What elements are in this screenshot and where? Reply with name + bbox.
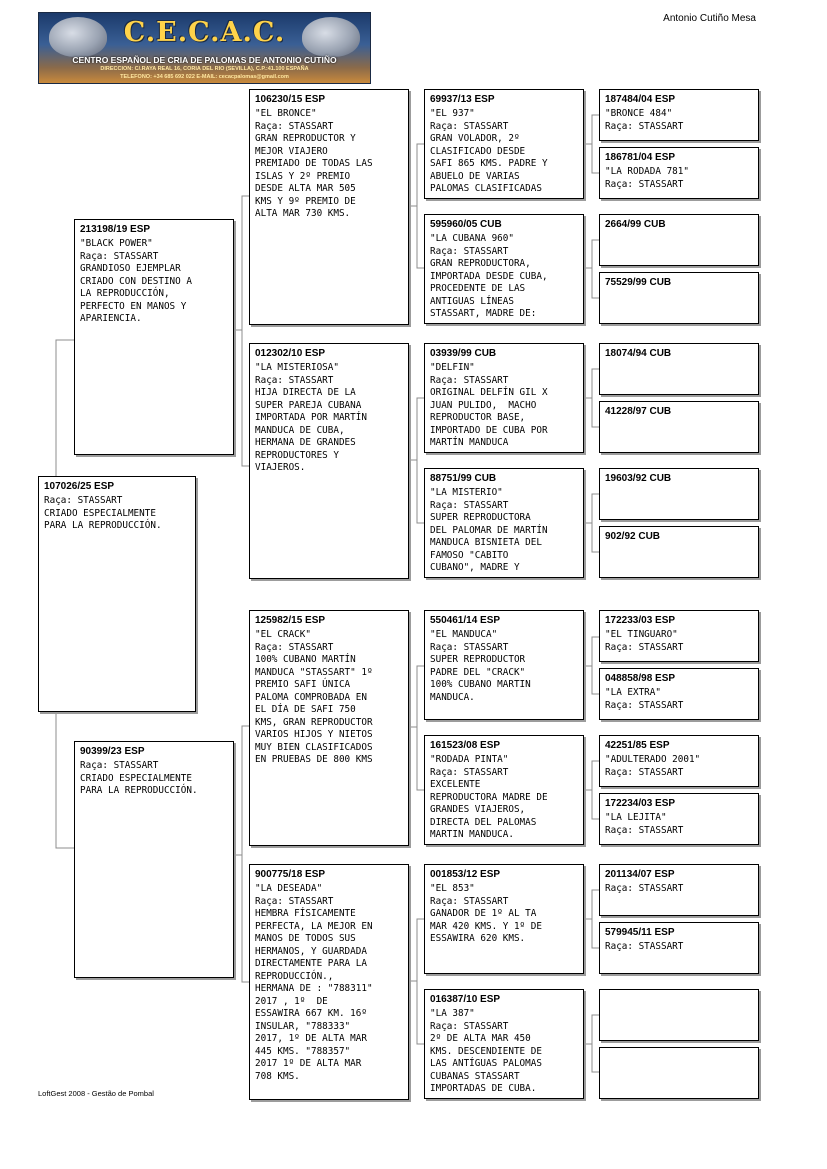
ring-number: 016387/10 ESP xyxy=(430,994,501,1005)
pedigree-gen4-card[interactable] xyxy=(424,610,584,720)
pedigree-gen4-card[interactable] xyxy=(424,989,584,1099)
pigeon-description: "EL 937" Raça: STASSART GRAN VOLADOR, 2º CLASIFICADO DESDE SAFI 865 KMS. PADRE Y ABUELO DE VARIAS PALOMAS CLASIFICADAS xyxy=(430,108,548,194)
pedigree-gen5-card[interactable] xyxy=(599,468,759,520)
pedigree-gen4-card[interactable] xyxy=(424,735,584,845)
ring-number: 161523/08 ESP xyxy=(430,740,501,751)
pigeon-description: Raça: STASSART xyxy=(605,883,684,894)
pigeon-description: Raça: STASSART xyxy=(605,941,684,952)
pedigree-gen4-card[interactable] xyxy=(424,214,584,324)
logo-line-1: CENTRO ESPAÑOL DE CRIA DE PALOMAS DE ANTONIO CUTIÑO xyxy=(72,55,337,65)
pedigree-gen5-card-empty[interactable] xyxy=(599,989,759,1041)
ring-number: 187484/04 ESP xyxy=(605,94,676,105)
pedigree-gen5-card[interactable] xyxy=(599,89,759,141)
logo-brand: C.E.C.A.C. xyxy=(123,17,286,48)
ring-number: 03939/99 CUB xyxy=(430,348,497,359)
pedigree-gen5-card[interactable] xyxy=(599,864,759,916)
pedigree-gen5-card-empty[interactable] xyxy=(599,1047,759,1099)
pedigree-gen5-card[interactable] xyxy=(599,272,759,324)
software-footer: LoftGest 2008 - Gestão de Pombal xyxy=(38,1089,154,1098)
ring-number: 172234/03 ESP xyxy=(605,798,676,809)
pedigree-gen5-card[interactable] xyxy=(599,610,759,662)
ring-number: 902/92 CUB xyxy=(605,531,661,542)
pedigree-gen5-card[interactable] xyxy=(599,343,759,395)
pedigree-sire[interactable] xyxy=(74,219,234,455)
ring-number: 42251/85 ESP xyxy=(605,740,670,751)
pigeon-description: "EL MANDUCA" Raça: STASSART SUPER REPRODUCTOR PADRE DEL "CRACK" 100% CUBANO MARTIN MANDUCA. xyxy=(430,629,531,703)
ring-number: 41228/97 CUB xyxy=(605,406,672,417)
pigeon-description: Raça: STASSART CRIADO ESPECIALMENTE PARA LA REPRODUCCIÓN. xyxy=(80,760,198,796)
pigeon-description: "EL TINGUARO" Raça: STASSART xyxy=(605,629,684,653)
pedigree-gen5-card[interactable] xyxy=(599,793,759,845)
pigeon-description: "LA MISTERIOSA" Raça: STASSART HIJA DIRECTA DE LA SUPER PAREJA CUBANA IMPORTADA POR MARTÍN MANDUCA DE CUBA, HERMANA DE GRANDES REPRODUCTORES Y VIAJEROS. xyxy=(255,362,367,473)
ring-number: 125982/15 ESP xyxy=(255,615,326,626)
ring-number: 186781/04 ESP xyxy=(605,152,676,163)
pigeon-description: "LA LEJITA" Raça: STASSART xyxy=(605,812,684,836)
pedigree-gen3-card[interactable] xyxy=(249,864,409,1100)
ring-number: 75529/99 CUB xyxy=(605,277,672,288)
ring-number: 19603/92 CUB xyxy=(605,473,672,484)
pigeon-description: "EL BRONCE" Raça: STASSART GRAN REPRODUCTOR Y MEJOR VIAJERO PREMIADO DE TODAS LAS ISLAS Y 2º PREMIO DESDE ALTA MAR 505 KMS Y 9º PREMIO DE ALTA MAR 730 KMS. xyxy=(255,108,373,219)
ring-number: 579945/11 ESP xyxy=(605,927,675,938)
pigeon-description: "RODADA PINTA" Raça: STASSART EXCELENTE REPRODUCTORA MADRE DE GRANDES VIAJEROS, DIRECTA DEL PALOMAS MARTIN MANDUCA. xyxy=(430,754,548,840)
ring-number: 900775/18 ESP xyxy=(255,869,326,880)
pigeon-description: "BRONCE 484" Raça: STASSART xyxy=(605,108,684,132)
pigeon-description: "LA EXTRA" Raça: STASSART xyxy=(605,687,684,711)
pigeon-description: "LA 387" Raça: STASSART 2º DE ALTA MAR 450 KMS. DESCENDIENTE DE LAS ANTÍGUAS PALOMAS CUBANAS STASSART IMPORTADAS DE CUBA. xyxy=(430,1008,542,1094)
ring-number: 201134/07 ESP xyxy=(605,869,675,880)
ring-number: 2664/99 CUB xyxy=(605,219,666,230)
pedigree-gen4-card[interactable] xyxy=(424,343,584,453)
pedigree-gen3-card[interactable] xyxy=(249,89,409,325)
pedigree-gen3-card[interactable] xyxy=(249,343,409,579)
pedigree-gen5-card[interactable] xyxy=(599,401,759,453)
ring-number: 001853/12 ESP xyxy=(430,869,501,880)
pedigree-gen5-card[interactable] xyxy=(599,147,759,199)
ring-number: 213198/19 ESP xyxy=(80,224,151,235)
ring-number: 88751/99 CUB xyxy=(430,473,497,484)
ring-number: 106230/15 ESP xyxy=(255,94,326,105)
pigeon-description: "LA MISTERIO" Raça: STASSART SUPER REPRODUCTORA DEL PALOMAR DE MARTÍN MANDUCA BISNIETA DEL FAMOSO "CABITO CUBANO", MADRE Y xyxy=(430,487,548,573)
ring-number: 595960/05 CUB xyxy=(430,219,502,230)
pedigree-gen5-card[interactable] xyxy=(599,214,759,266)
pedigree-subject[interactable] xyxy=(38,476,196,712)
ring-number: 172233/03 ESP xyxy=(605,615,676,626)
pigeon-description: "LA CUBANA 960" Raça: STASSART GRAN REPRODUCTORA, IMPORTADA DESDE CUBA, PROCEDENTE DE LAS ANTIGUAS LÍNEAS STASSART, MADRE DE: xyxy=(430,233,548,319)
ring-number: 012302/10 ESP xyxy=(255,348,326,359)
pedigree-gen5-card[interactable] xyxy=(599,922,759,974)
ring-number: 550461/14 ESP xyxy=(430,615,501,626)
pigeon-description: "LA DESEADA" Raça: STASSART HEMBRA FÍSICAMENTE PERFECTA, LA MEJOR EN MANOS DE TODOS SUS HERMANOS, Y GUARDADA DIRECTAMENTE PARA LA REPRODUCCIÓN., HERMANA DE : "788311" 2017 , 1º DE ESSAWIRA 667 KM. 16º INSULAR, "788333" 2017, 1º DE ALTA MAR 445 KMS. "788357" 2017 1º DE ALTA MAR 708 KMS. xyxy=(255,883,373,1082)
ring-number: 107026/25 ESP xyxy=(44,481,115,492)
pigeon-description: "EL CRACK" Raça: STASSART 100% CUBANO MARTÍN MANDUCA "STASSART" 1º PREMIO SAFI ÚNICA PALOMA COMPROBADA EN EL DÍA DE SAFI 750 KMS, GRAN REPRODUCTOR VARIOS HIJOS Y NIETOS MUY BIEN CLASIFICADOS EN PRUEBAS DE 800 KMS xyxy=(255,629,373,765)
pedigree-gen3-card[interactable] xyxy=(249,610,409,846)
pigeon-description: Raça: STASSART CRIADO ESPECIALMENTE PARA LA REPRODUCCIÓN. xyxy=(44,495,162,531)
ring-number: 048858/98 ESP xyxy=(605,673,676,684)
owner-name: Antonio Cutiño Mesa xyxy=(663,13,756,24)
logo-line-2: DIRECCION: C/.RAYA REAL 16, CORIA DEL RIO (SEVILLA), C.P.:41.100 ESPAÑA xyxy=(100,66,309,72)
pedigree-gen5-card[interactable] xyxy=(599,526,759,578)
pedigree-gen4-card[interactable] xyxy=(424,89,584,199)
pedigree-gen5-card[interactable] xyxy=(599,668,759,720)
pedigree-gen4-card[interactable] xyxy=(424,864,584,974)
pigeon-description: "EL 853" Raça: STASSART GANADOR DE 1º AL TA MAR 420 KMS. Y 1º DE ESSAWIRA 620 KMS. xyxy=(430,883,542,944)
pigeon-description: "DELFIN" Raça: STASSART ORIGINAL DELFÍN GIL X JUAN PULIDO, MACHO REPRODUCTOR BASE, IMPORTADO DE CUBA POR MARTÍN MANDUCA xyxy=(430,362,548,448)
pigeon-description: "BLACK POWER" Raça: STASSART GRANDIOSO EJEMPLAR CRIADO CON DESTINO A LA REPRODUCCIÓN, PERFECTO EN MANOS Y APARIENCIA. xyxy=(80,238,192,324)
pedigree-dam[interactable] xyxy=(74,741,234,978)
pigeon-description: "ADULTERADO 2001" Raça: STASSART xyxy=(605,754,701,778)
pigeon-description: "LA RODADA 781" Raça: STASSART xyxy=(605,166,689,190)
logo-line-3: TELEFONO: +34 685 692 022 E-MAIL: cecacpalomas@gmail.com xyxy=(120,74,289,80)
ring-number: 69937/13 ESP xyxy=(430,94,495,105)
ring-number: 18074/94 CUB xyxy=(605,348,672,359)
pedigree-gen4-card[interactable] xyxy=(424,468,584,578)
pedigree-gen5-card[interactable] xyxy=(599,735,759,787)
ring-number: 90399/23 ESP xyxy=(80,746,145,757)
